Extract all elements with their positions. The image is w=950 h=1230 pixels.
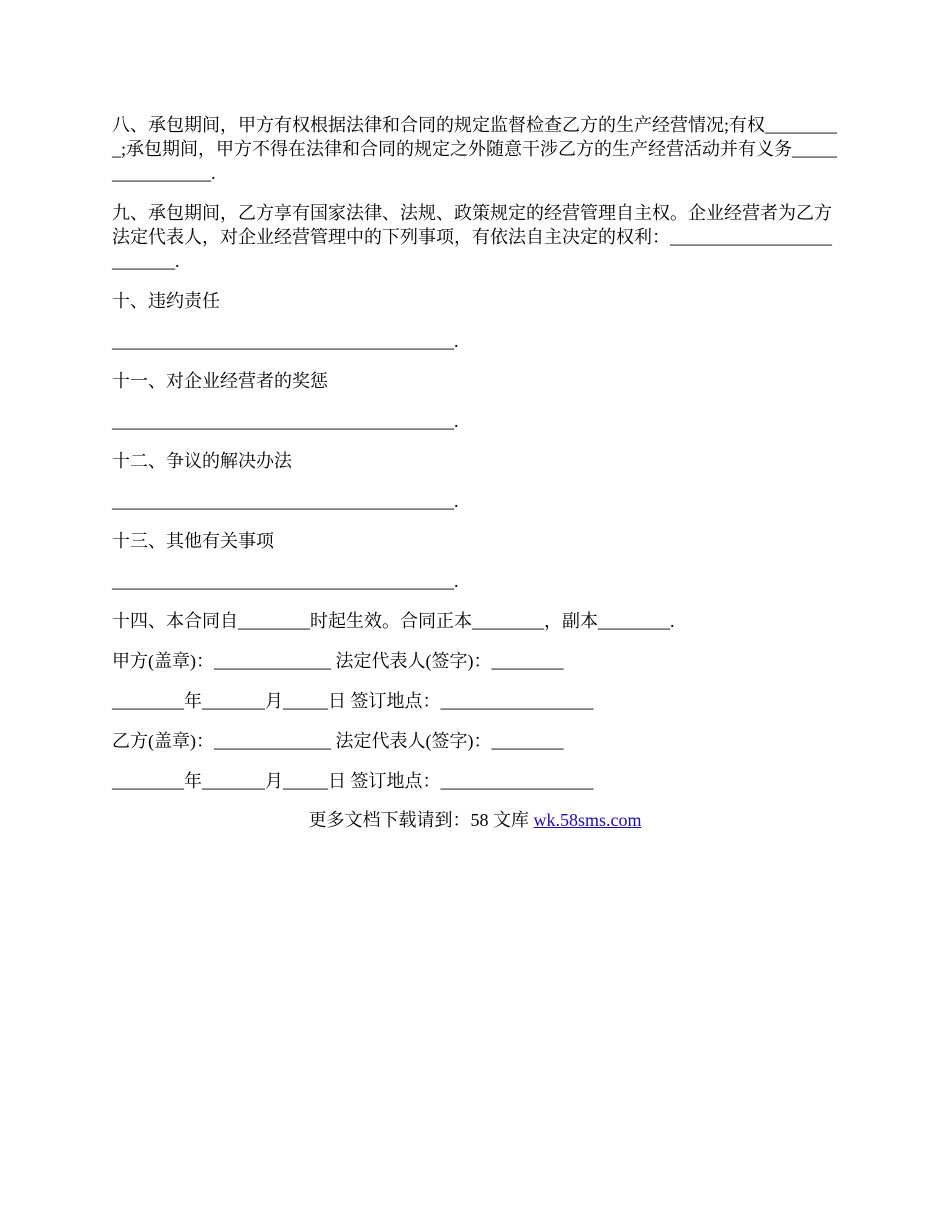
- party-a-date-place-line: ________年_______月_____日 签订地点：_________________: [112, 691, 594, 711]
- clause-9-paragraph: 九、承包期间，乙方享有国家法律、法规、政策规定的经营管理自主权。企业经营者为乙方法定代表人，对企业经营管理中的下列事项，有依法自主决定的权利：_________________________.: [112, 203, 832, 271]
- party-b-date-place-line: ________年_______月_____日 签订地点：_________________: [112, 771, 594, 791]
- fill-blank-breach: ______________________________________.: [112, 331, 459, 351]
- fill-blank-other: ______________________________________.: [112, 571, 459, 591]
- party-b-signature-line: 乙方(盖章)：_____________ 法定代表人(签字)：________: [112, 731, 564, 751]
- fill-blank-disputes: ______________________________________.: [112, 491, 459, 511]
- fill-blank-rewards: ______________________________________.: [112, 411, 459, 431]
- section-heading-disputes: 十二、争议的解决办法: [112, 451, 292, 471]
- section-heading-breach: 十、违约责任: [112, 291, 220, 311]
- document-body: [112, 113, 840, 809]
- clause-8-paragraph: 八、承包期间，甲方有权根据法律和合同的规定监督检查乙方的生产经营情况;有权_________;承包期间，甲方不得在法律和合同的规定之外随意干涉乙方的生产经营活动并有义务________________.: [112, 115, 837, 183]
- party-a-signature-line: 甲方(盖章)：_____________ 法定代表人(签字)：________: [112, 651, 564, 671]
- section-heading-rewards: 十一、对企业经营者的奖惩: [112, 371, 328, 391]
- download-footer: [0, 808, 950, 832]
- section-heading-other: 十三、其他有关事项: [112, 531, 274, 551]
- footer-prefix-text: 更多文档下载请到：58 文库: [308, 810, 534, 830]
- clause-14-paragraph: 十四、本合同自________时起生效。合同正本________，副本________.: [112, 611, 675, 631]
- footer-link[interactable]: wk.58sms.com: [533, 810, 642, 830]
